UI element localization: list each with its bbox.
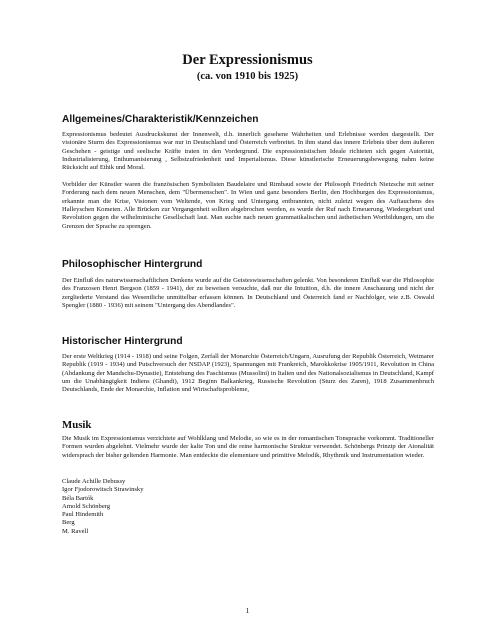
list-item: Igor Fjodorowitsch Strawinsky bbox=[62, 486, 144, 494]
paragraph-philosophie: Der Einfluß des naturwissenschaftlichen Denkens wurde auf die Geisteswissenschaften gelenkt. Von besonderen Einfluß war die Philosophie des Franzosen Henri Bergson (1859 - 1941), der zu beweisen versuchte, daß nur die Intuition, d.h. die innere Anschauung und nicht der zergliederte Verstand das Wesentliche unmittelbar erfassen können. In Deutschland und Österreich fand er Nachfolger, wie z.B. Oswald Spengler (1880 - 1936) mit seinem "Untergang des Abendlandes". bbox=[62, 277, 434, 310]
paragraph-allgemeines-1: Expressionismus bedeutet Ausdruckskunst der Innenwelt, d.h. innerlich gesehene Wahrheiten und Erlebnisse werden dargestellt. Der visionäre Sturm des Expressionismus war nur in Deutschland und Österreich verbreitet. In ihm stand das innere Erlebnis über dem äußeren Geschehen - geistige und seelische Kräfte traten in den Vordergrund. Die expressionistischen Ideale richteten sich gegen Autorität, Industrialisierung, Enthumanisierung , Selbstzufriedenheit und Imperialismus. Diese künstlerische Erneuerungsbewegung nahm keine Rücksicht auf Ethik und Moral. bbox=[62, 131, 434, 172]
list-item: Béla Bartók bbox=[62, 494, 94, 502]
list-item: Claude Achille Debussy bbox=[62, 478, 126, 485]
section-heading-musik: Musik bbox=[62, 419, 92, 431]
section-heading-historisch: Historischer Hintergrund bbox=[62, 336, 183, 347]
paragraph-allgemeines-2: Vorbilder der Künstler waren die französischen Symbolisten Baudelaire und Rimbaud sowie der Philosoph Friedrich Nietzsche mit seiner Forderung nach dem neuen Menschen, dem "Übermenschen". In Wien und ganz besonders Berlin, den Hochburgen des Expressionismus, erkannte man die Krise, Visionen vom Weltende, von Krieg und Untergang entbrannten, nicht zuletzt wegen des Auftauchens des Halleyschen Kometen. Alle Brücken zur Vergangenheit sollten abgebrochen werden, es wurde der Ruf nach Erneuerung, Wiedergeburt und Revolution gegen die wilhelminische Gesellschaft laut. Man suchte nach neuen grammatikalischen und ästhetischen Wortbildungen, um die Grenzen der Sprache zu sprengen. bbox=[62, 181, 434, 230]
composer-list bbox=[62, 478, 434, 536]
section-heading-philosophie: Philosophischer Hintergrund bbox=[62, 259, 203, 270]
list-item: Paul Hindemith bbox=[62, 511, 104, 519]
section-heading-allgemeines: Allgemeines/Charakteristik/Kennzeichen bbox=[62, 114, 259, 125]
list-item: M. Ravell bbox=[62, 527, 89, 535]
list-item: Arnold Schönberg bbox=[62, 502, 111, 510]
document-title: Der Expressionismus bbox=[182, 52, 313, 68]
document-subtitle: (ca. von 1910 bis 1925) bbox=[196, 71, 299, 82]
paragraph-musik: Die Musik im Expressionismus verzichtete auf Wohlklang und Melodie, so wie es in der romantischen Tonsprache vorkommt. Traditioneller Formen wurden abgelehnt. Vielmehr wurde der kalte Ton und die reine harmonische Struktur verwendet. Schönbergs Prinzip der Atonalität widersprach der bisher geltenden Harmonie. Man entdeckte die elementare und primitive Melodik, Rhythmik und Instrumentation wieder. bbox=[62, 435, 434, 459]
page-number: 1 bbox=[245, 606, 250, 615]
list-item: Berg bbox=[62, 519, 75, 527]
paragraph-historisch: Der erste Weltkrieg (1914 - 1918) und seine Folgen, Zerfall der Monarchie Österreich/Ungarn, Ausrufung der Republik Österreich, Weimarer Republik (1919 - 1934) und Putschversuch der NSDAP (1923), Spannungen mit Frankreich, Marokkokrise 1905/1911, Revolution in China (Abdankung der Mandschu-Dynastie), Entstehung des Faschismus (Mussolini) in Italien und des Nationalsozialismus in Deutschland, Kampf um die Unabhängigkeit Indiens (Ghandi), 1912 Beginn Balkankrieg, Russische Revolution (Sturz des Zaren), 1918 Zusammenbruch Deutschlands, Ende der Monarchie, Inflation und Wirtschaftsprobleme, bbox=[62, 353, 434, 394]
